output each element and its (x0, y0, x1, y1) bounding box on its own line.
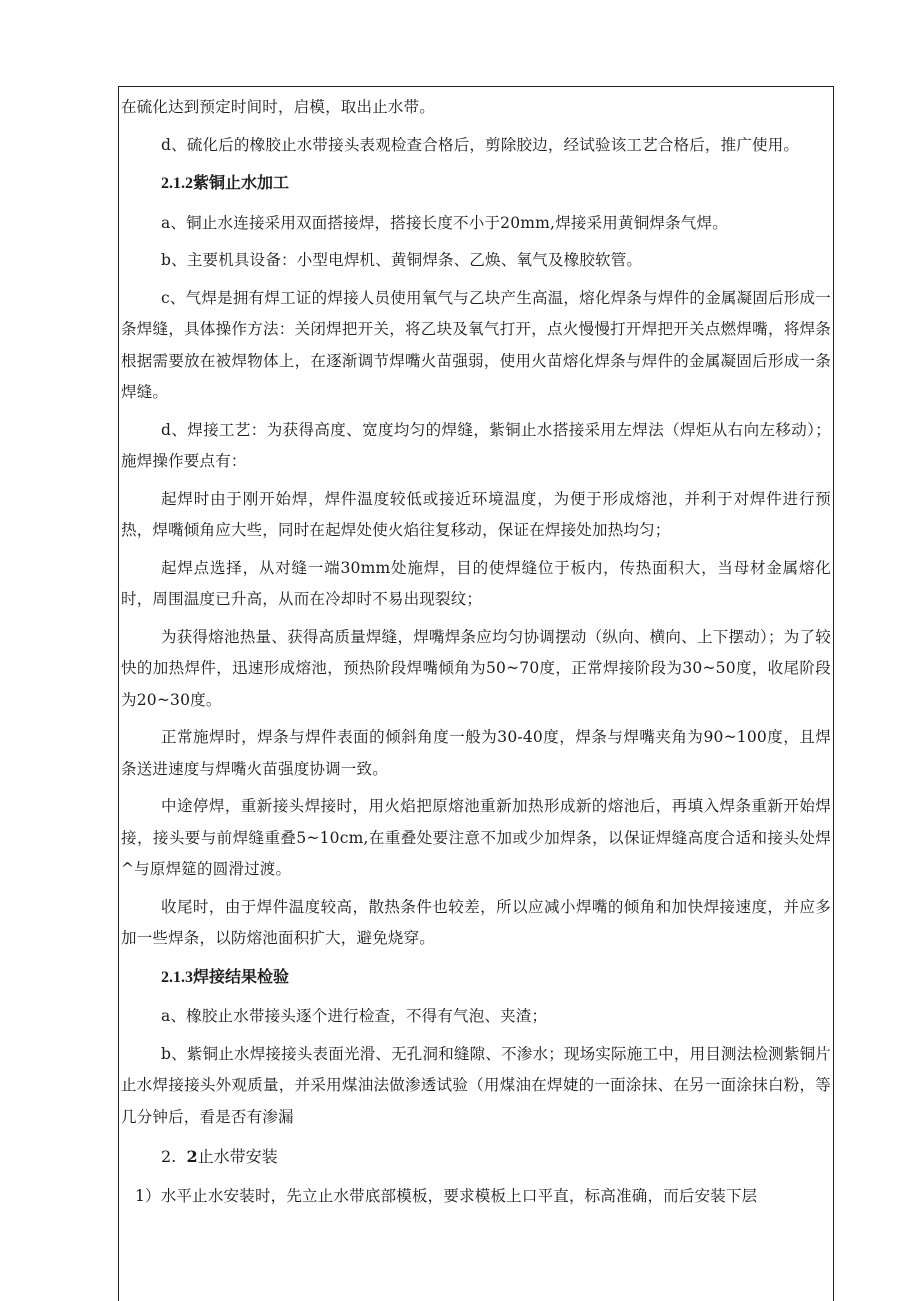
paragraph: 起焊时由于刚开始焊，焊件温度较低或接近环境温度，为便于形成熔池，并利于对焊件进行预热，焊嘴倾角应大些，同时在起焊处使火焰往复移动，保证在焊接处加热均匀； (121, 489, 831, 539)
paragraph: 中途停焊，重新接头焊接时，用火焰把原熔池重新加热形成新的熔池后，再填入焊条重新开始焊接，接头要与前焊缝重叠5~10cm,在重叠处要注意不加或少加焊条，以保证焊缝高度合适和接头处焊^与原焊筵的圆滑过渡。 (121, 797, 831, 878)
document-body (121, 92, 831, 1212)
paragraph: 起焊点选择，从对缝一端30mm处施焊，目的使焊缝位于板内，传热面积大，当母材金属熔化时，周围温度已升高，从而在冷却时不易出现裂纹； (121, 558, 831, 608)
section-title: 止水带安装 (197, 1147, 278, 1166)
section-title: 紫铜止水加工 (193, 173, 290, 192)
paragraph: c、气焊是拥有焊工证的焊接人员使用氧气与乙块产生高温，熔化焊条与焊件的金属凝固后形成一条焊缝，具体操作方法：关闭焊把开关，将乙块及氧气打开，点火慢慢打开焊把开关点燃焊嘴，将焊条根据需要放在被焊物体上，在逐渐调节焊嘴火苗强弱，使用火苗熔化焊条与焊件的金属凝固后形成一条焊缝。 (121, 288, 831, 401)
paragraph: 收尾时，由于焊件温度较高，散热条件也较差，所以应减小焊嘴的倾角和加快焊接速度，并应多加一些焊条，以防熔池面积扩大，避免烧穿。 (121, 897, 831, 947)
paragraph: d、焊接工艺：为获得高度、宽度均匀的焊缝，紫铜止水搭接采用左焊法（焊炬从右向左移动）；施焊操作要点有： (121, 420, 831, 470)
section-number-bold: 2 (186, 1147, 198, 1166)
section-number: 2.1.2 (161, 175, 193, 192)
paragraph: 1）水平止水安装时，先立止水带底部模板，要求模板上口平直，标高准确，而后安装下层 (135, 1186, 758, 1205)
section-heading (161, 167, 831, 200)
paragraph: 在硫化达到预定时间时，启模，取出止水带。 (121, 98, 436, 116)
paragraph: b、主要机具设备：小型电焊机、黄铜焊条、乙焕、氧气及橡胶软管。 (161, 251, 643, 269)
section-title: 焊接结果检验 (193, 966, 290, 986)
paragraph: 为获得熔池热量、获得高质量焊缝，焊嘴焊条应均匀协调摆动（纵向、横向、上下摆动）；为了较快的加热焊件，迅速形成熔池，预热阶段焊嘴倾角为50~70度，正常焊接阶段为30~50度，收尾阶段为20~30度。 (121, 627, 831, 709)
paragraph: a、铜止水连接采用双面搭接焊，搭接长度不小于20mm,焊接采用黄铜焊条气焊。 (161, 213, 728, 232)
paragraph: d、硫化后的橡胶止水带接头表观检查合格后，剪除胶边，经试验该工艺合格后，推广使用。 (161, 135, 800, 154)
paragraph: a、橡胶止水带接头逐个进行检查，不得有气泡、夹渣； (161, 1007, 548, 1025)
paragraph: b、紫铜止水焊接接头表面光滑、无孔洞和缝隙、不渗水；现场实际施工中，用目测法检测紫铜片止水焊接接头外观质量，并采用煤油法做渗透试验（用煤油在焊婕的一面涂抹、在另一面涂抹白粉，等几分钟后，看是否有渗漏 (121, 1044, 831, 1126)
paragraph: 正常施焊时，焊条与焊件表面的倾斜角度一般为30-40度，焊条与焊嘴夹角为90~100度，且焊条送进速度与焊嘴火苗强度协调一致。 (121, 728, 831, 778)
section-heading (161, 961, 831, 994)
section-heading (161, 1141, 831, 1173)
section-number: 2.1.3 (161, 968, 193, 986)
section-number: 2. (161, 1147, 177, 1166)
